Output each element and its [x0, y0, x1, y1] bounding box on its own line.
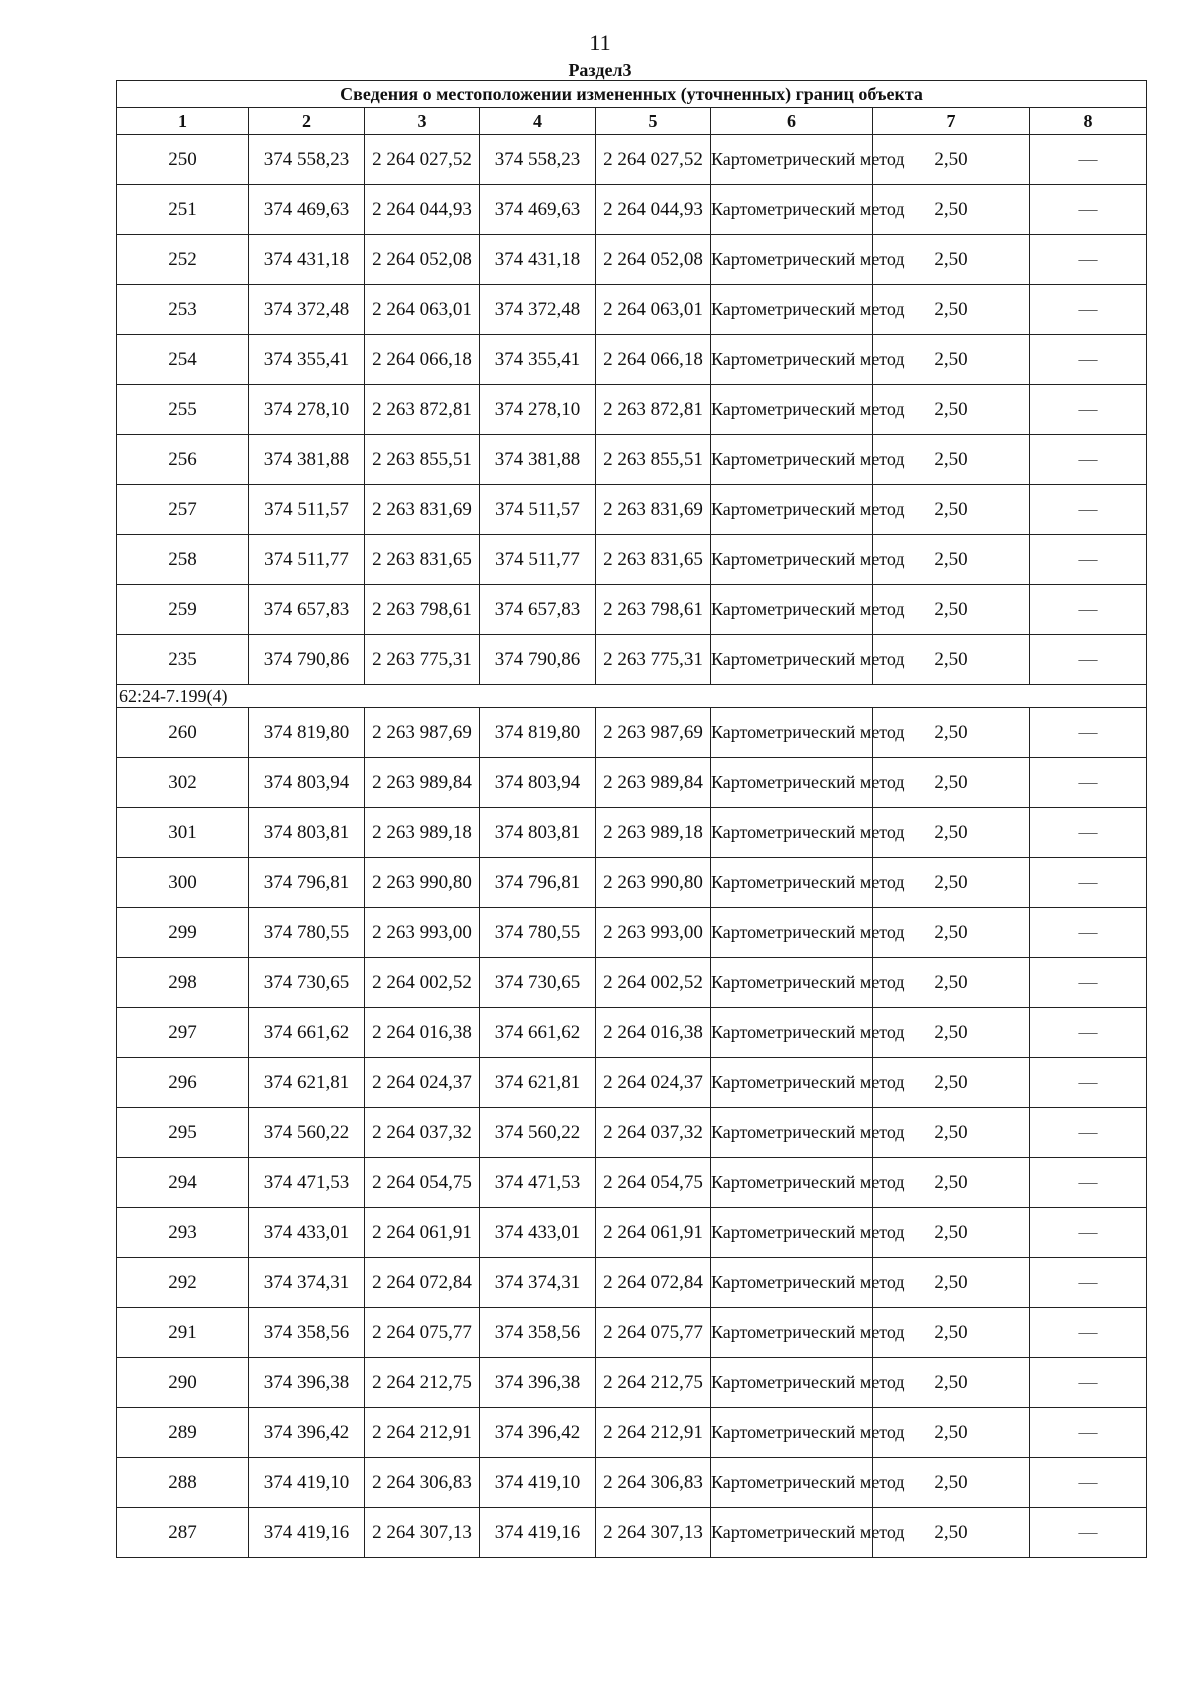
table-row [117, 908, 1147, 958]
x-existing-cell: 374 796,81 [249, 858, 365, 908]
method-cell: Картометрический метод [711, 585, 873, 635]
x-new-cell: 374 558,23 [480, 135, 596, 185]
x-existing-cell: 374 803,81 [249, 808, 365, 858]
point-number-cell: 260 [117, 708, 249, 758]
point-number-cell: 298 [117, 958, 249, 1008]
method-cell: Картометрический метод [711, 858, 873, 908]
point-number-cell: 288 [117, 1458, 249, 1508]
table-row [117, 1058, 1147, 1108]
method-cell: Картометрический метод [711, 385, 873, 435]
method-cell: Картометрический метод [711, 635, 873, 685]
accuracy-cell: 2,50 [873, 1308, 1030, 1358]
point-number-cell: 253 [117, 285, 249, 335]
x-new-cell: 374 372,48 [480, 285, 596, 335]
accuracy-cell: 2,50 [873, 1058, 1030, 1108]
table-row [117, 585, 1147, 635]
point-number-cell: 257 [117, 485, 249, 535]
point-number-cell: 287 [117, 1508, 249, 1558]
accuracy-cell: 2,50 [873, 1108, 1030, 1158]
description-cell: — [1030, 435, 1147, 485]
y-new-cell: 2 264 016,38 [596, 1008, 711, 1058]
x-new-cell: 374 433,01 [480, 1208, 596, 1258]
description-cell: — [1030, 858, 1147, 908]
point-number-cell: 294 [117, 1158, 249, 1208]
y-existing-cell: 2 263 831,65 [365, 535, 480, 585]
y-new-cell: 2 263 775,31 [596, 635, 711, 685]
y-new-cell: 2 263 855,51 [596, 435, 711, 485]
accuracy-cell: 2,50 [873, 758, 1030, 808]
point-number-cell: 259 [117, 585, 249, 635]
y-existing-cell: 2 264 307,13 [365, 1508, 480, 1558]
table-row [117, 758, 1147, 808]
method-cell: Картометрический метод [711, 1258, 873, 1308]
table-row [117, 808, 1147, 858]
table-row [117, 1358, 1147, 1408]
y-new-cell: 2 264 037,32 [596, 1108, 711, 1158]
table-body [117, 135, 1147, 1558]
x-existing-cell: 374 419,16 [249, 1508, 365, 1558]
x-new-cell: 374 471,53 [480, 1158, 596, 1208]
y-existing-cell: 2 264 052,08 [365, 235, 480, 285]
description-cell: — [1030, 1008, 1147, 1058]
table-row [117, 285, 1147, 335]
table-row [117, 1208, 1147, 1258]
point-number-cell: 254 [117, 335, 249, 385]
x-existing-cell: 374 511,57 [249, 485, 365, 535]
x-existing-cell: 374 419,10 [249, 1458, 365, 1508]
y-existing-cell: 2 263 775,31 [365, 635, 480, 685]
description-cell: — [1030, 385, 1147, 435]
method-cell: Картометрический метод [711, 1508, 873, 1558]
x-new-cell: 374 419,10 [480, 1458, 596, 1508]
y-new-cell: 2 264 002,52 [596, 958, 711, 1008]
method-cell: Картометрический метод [711, 1058, 873, 1108]
table-row [117, 1158, 1147, 1208]
y-existing-cell: 2 263 989,18 [365, 808, 480, 858]
y-new-cell: 2 263 872,81 [596, 385, 711, 435]
x-existing-cell: 374 558,23 [249, 135, 365, 185]
y-existing-cell: 2 263 990,80 [365, 858, 480, 908]
x-new-cell: 374 511,57 [480, 485, 596, 535]
x-existing-cell: 374 396,42 [249, 1408, 365, 1458]
accuracy-cell: 2,50 [873, 485, 1030, 535]
accuracy-cell: 2,50 [873, 1208, 1030, 1258]
table-row [117, 535, 1147, 585]
x-new-cell: 374 469,63 [480, 185, 596, 235]
method-cell: Картометрический метод [711, 908, 873, 958]
point-number-cell: 250 [117, 135, 249, 185]
x-new-cell: 374 278,10 [480, 385, 596, 435]
y-new-cell: 2 264 027,52 [596, 135, 711, 185]
y-existing-cell: 2 263 831,69 [365, 485, 480, 535]
y-existing-cell: 2 264 061,91 [365, 1208, 480, 1258]
x-new-cell: 374 396,38 [480, 1358, 596, 1408]
x-new-cell: 374 511,77 [480, 535, 596, 585]
y-new-cell: 2 264 072,84 [596, 1258, 711, 1308]
accuracy-cell: 2,50 [873, 635, 1030, 685]
accuracy-cell: 2,50 [873, 908, 1030, 958]
method-cell: Картометрический метод [711, 1008, 873, 1058]
method-cell: Картометрический метод [711, 535, 873, 585]
point-number-cell: 235 [117, 635, 249, 685]
accuracy-cell: 2,50 [873, 1158, 1030, 1208]
y-existing-cell: 2 264 027,52 [365, 135, 480, 185]
page-number: 11 [589, 30, 611, 55]
x-existing-cell: 374 355,41 [249, 335, 365, 385]
y-existing-cell: 2 263 872,81 [365, 385, 480, 435]
y-existing-cell: 2 264 016,38 [365, 1008, 480, 1058]
coordinates-table [116, 80, 1147, 1558]
y-new-cell: 2 264 063,01 [596, 285, 711, 335]
accuracy-cell: 2,50 [873, 435, 1030, 485]
table-row [117, 385, 1147, 435]
table-row [117, 185, 1147, 235]
y-new-cell: 2 263 990,80 [596, 858, 711, 908]
accuracy-cell: 2,50 [873, 1358, 1030, 1408]
x-existing-cell: 374 730,65 [249, 958, 365, 1008]
y-new-cell: 2 263 798,61 [596, 585, 711, 635]
point-number-cell: 301 [117, 808, 249, 858]
x-new-cell: 374 661,62 [480, 1008, 596, 1058]
column-number-row [117, 108, 1147, 135]
method-cell: Картометрический метод [711, 808, 873, 858]
x-existing-cell: 374 278,10 [249, 385, 365, 435]
y-new-cell: 2 264 061,91 [596, 1208, 711, 1258]
description-cell: — [1030, 958, 1147, 1008]
y-existing-cell: 2 263 993,00 [365, 908, 480, 958]
description-cell: — [1030, 635, 1147, 685]
y-new-cell: 2 264 075,77 [596, 1308, 711, 1358]
point-number-cell: 255 [117, 385, 249, 435]
table-row [117, 1458, 1147, 1508]
subsection-label: 62:24-7.199(4) [117, 685, 1147, 708]
point-number-cell: 292 [117, 1258, 249, 1308]
y-existing-cell: 2 264 072,84 [365, 1258, 480, 1308]
column-number: 4 [480, 108, 596, 135]
accuracy-cell: 2,50 [873, 385, 1030, 435]
y-existing-cell: 2 264 037,32 [365, 1108, 480, 1158]
description-cell: — [1030, 285, 1147, 335]
x-existing-cell: 374 560,22 [249, 1108, 365, 1158]
x-existing-cell: 374 396,38 [249, 1358, 365, 1408]
y-new-cell: 2 264 024,37 [596, 1058, 711, 1108]
table-row [117, 858, 1147, 908]
point-number-cell: 258 [117, 535, 249, 585]
description-cell: — [1030, 235, 1147, 285]
y-existing-cell: 2 264 212,91 [365, 1408, 480, 1458]
accuracy-cell: 2,50 [873, 858, 1030, 908]
accuracy-cell: 2,50 [873, 285, 1030, 335]
method-cell: Картометрический метод [711, 1108, 873, 1158]
x-existing-cell: 374 511,77 [249, 535, 365, 585]
x-new-cell: 374 381,88 [480, 435, 596, 485]
x-existing-cell: 374 358,56 [249, 1308, 365, 1358]
accuracy-cell: 2,50 [873, 585, 1030, 635]
accuracy-cell: 2,50 [873, 1408, 1030, 1458]
method-cell: Картометрический метод [711, 185, 873, 235]
column-number: 7 [873, 108, 1030, 135]
description-cell: — [1030, 1208, 1147, 1258]
x-new-cell: 374 621,81 [480, 1058, 596, 1108]
method-cell: Картометрический метод [711, 1408, 873, 1458]
method-cell: Картометрический метод [711, 1158, 873, 1208]
x-new-cell: 374 730,65 [480, 958, 596, 1008]
y-existing-cell: 2 264 066,18 [365, 335, 480, 385]
x-new-cell: 374 780,55 [480, 908, 596, 958]
point-number-cell: 251 [117, 185, 249, 235]
point-number-cell: 290 [117, 1358, 249, 1408]
y-existing-cell: 2 263 989,84 [365, 758, 480, 808]
y-new-cell: 2 264 306,83 [596, 1458, 711, 1508]
y-new-cell: 2 263 989,18 [596, 808, 711, 858]
y-new-cell: 2 264 212,91 [596, 1408, 711, 1458]
accuracy-cell: 2,50 [873, 235, 1030, 285]
x-new-cell: 374 796,81 [480, 858, 596, 908]
description-cell: — [1030, 908, 1147, 958]
table-row [117, 635, 1147, 685]
description-cell: — [1030, 1158, 1147, 1208]
accuracy-cell: 2,50 [873, 335, 1030, 385]
method-cell: Картометрический метод [711, 1208, 873, 1258]
accuracy-cell: 2,50 [873, 135, 1030, 185]
description-cell: — [1030, 585, 1147, 635]
description-cell: — [1030, 1458, 1147, 1508]
method-cell: Картометрический метод [711, 335, 873, 385]
table-row [117, 1308, 1147, 1358]
x-new-cell: 374 803,81 [480, 808, 596, 858]
x-existing-cell: 374 657,83 [249, 585, 365, 635]
table-title: Сведения о местоположении измененных (уточненных) границ объекта [117, 81, 1147, 108]
y-existing-cell: 2 264 306,83 [365, 1458, 480, 1508]
description-cell: — [1030, 808, 1147, 858]
accuracy-cell: 2,50 [873, 1008, 1030, 1058]
y-existing-cell: 2 263 855,51 [365, 435, 480, 485]
description-cell: — [1030, 1108, 1147, 1158]
description-cell: — [1030, 1308, 1147, 1358]
method-cell: Картометрический метод [711, 1458, 873, 1508]
x-existing-cell: 374 471,53 [249, 1158, 365, 1208]
y-new-cell: 2 263 987,69 [596, 708, 711, 758]
y-new-cell: 2 263 989,84 [596, 758, 711, 808]
column-number: 2 [249, 108, 365, 135]
y-existing-cell: 2 264 044,93 [365, 185, 480, 235]
section-title: Раздел3 [568, 60, 632, 80]
point-number-cell: 302 [117, 758, 249, 808]
method-cell: Картометрический метод [711, 708, 873, 758]
y-new-cell: 2 264 052,08 [596, 235, 711, 285]
table-row [117, 435, 1147, 485]
point-number-cell: 296 [117, 1058, 249, 1108]
table-row [117, 708, 1147, 758]
accuracy-cell: 2,50 [873, 1258, 1030, 1308]
method-cell: Картометрический метод [711, 485, 873, 535]
subsection-row [117, 685, 1147, 708]
point-number-cell: 291 [117, 1308, 249, 1358]
x-new-cell: 374 396,42 [480, 1408, 596, 1458]
table-row [117, 135, 1147, 185]
y-existing-cell: 2 264 063,01 [365, 285, 480, 335]
x-existing-cell: 374 381,88 [249, 435, 365, 485]
point-number-cell: 299 [117, 908, 249, 958]
accuracy-cell: 2,50 [873, 1458, 1030, 1508]
x-existing-cell: 374 433,01 [249, 1208, 365, 1258]
table-row [117, 1108, 1147, 1158]
x-new-cell: 374 819,80 [480, 708, 596, 758]
x-existing-cell: 374 661,62 [249, 1008, 365, 1058]
method-cell: Картометрический метод [711, 435, 873, 485]
x-new-cell: 374 803,94 [480, 758, 596, 808]
table-row [117, 958, 1147, 1008]
x-existing-cell: 374 780,55 [249, 908, 365, 958]
method-cell: Картометрический метод [711, 758, 873, 808]
y-existing-cell: 2 263 987,69 [365, 708, 480, 758]
column-number: 8 [1030, 108, 1147, 135]
x-new-cell: 374 374,31 [480, 1258, 596, 1308]
y-new-cell: 2 264 054,75 [596, 1158, 711, 1208]
description-cell: — [1030, 708, 1147, 758]
accuracy-cell: 2,50 [873, 708, 1030, 758]
description-cell: — [1030, 135, 1147, 185]
method-cell: Картометрический метод [711, 285, 873, 335]
column-number: 1 [117, 108, 249, 135]
description-cell: — [1030, 535, 1147, 585]
accuracy-cell: 2,50 [873, 1508, 1030, 1558]
x-existing-cell: 374 469,63 [249, 185, 365, 235]
y-new-cell: 2 264 212,75 [596, 1358, 711, 1408]
description-cell: — [1030, 335, 1147, 385]
y-new-cell: 2 263 831,69 [596, 485, 711, 535]
x-existing-cell: 374 372,48 [249, 285, 365, 335]
table-row [117, 485, 1147, 535]
y-existing-cell: 2 264 075,77 [365, 1308, 480, 1358]
point-number-cell: 289 [117, 1408, 249, 1458]
accuracy-cell: 2,50 [873, 185, 1030, 235]
point-number-cell: 252 [117, 235, 249, 285]
x-existing-cell: 374 790,86 [249, 635, 365, 685]
x-new-cell: 374 560,22 [480, 1108, 596, 1158]
y-new-cell: 2 263 831,65 [596, 535, 711, 585]
y-new-cell: 2 264 066,18 [596, 335, 711, 385]
accuracy-cell: 2,50 [873, 958, 1030, 1008]
description-cell: — [1030, 1058, 1147, 1108]
point-number-cell: 256 [117, 435, 249, 485]
x-new-cell: 374 790,86 [480, 635, 596, 685]
x-existing-cell: 374 803,94 [249, 758, 365, 808]
method-cell: Картометрический метод [711, 1308, 873, 1358]
method-cell: Картометрический метод [711, 958, 873, 1008]
x-existing-cell: 374 374,31 [249, 1258, 365, 1308]
accuracy-cell: 2,50 [873, 808, 1030, 858]
point-number-cell: 293 [117, 1208, 249, 1258]
table-row [117, 1008, 1147, 1058]
x-new-cell: 374 355,41 [480, 335, 596, 385]
description-cell: — [1030, 758, 1147, 808]
table-row [117, 1408, 1147, 1458]
x-existing-cell: 374 621,81 [249, 1058, 365, 1108]
point-number-cell: 297 [117, 1008, 249, 1058]
description-cell: — [1030, 185, 1147, 235]
table-row [117, 1508, 1147, 1558]
point-number-cell: 295 [117, 1108, 249, 1158]
x-new-cell: 374 419,16 [480, 1508, 596, 1558]
x-existing-cell: 374 431,18 [249, 235, 365, 285]
method-cell: Картометрический метод [711, 235, 873, 285]
table-row [117, 1258, 1147, 1308]
method-cell: Картометрический метод [711, 1358, 873, 1408]
point-number-cell: 300 [117, 858, 249, 908]
table-row [117, 335, 1147, 385]
accuracy-cell: 2,50 [873, 535, 1030, 585]
y-existing-cell: 2 264 054,75 [365, 1158, 480, 1208]
x-existing-cell: 374 819,80 [249, 708, 365, 758]
method-cell: Картометрический метод [711, 135, 873, 185]
y-existing-cell: 2 264 002,52 [365, 958, 480, 1008]
table-row [117, 235, 1147, 285]
y-existing-cell: 2 263 798,61 [365, 585, 480, 635]
y-existing-cell: 2 264 024,37 [365, 1058, 480, 1108]
y-new-cell: 2 263 993,00 [596, 908, 711, 958]
column-number: 3 [365, 108, 480, 135]
description-cell: — [1030, 1408, 1147, 1458]
y-new-cell: 2 264 044,93 [596, 185, 711, 235]
y-new-cell: 2 264 307,13 [596, 1508, 711, 1558]
y-existing-cell: 2 264 212,75 [365, 1358, 480, 1408]
description-cell: — [1030, 1358, 1147, 1408]
x-new-cell: 374 431,18 [480, 235, 596, 285]
description-cell: — [1030, 1258, 1147, 1308]
description-cell: — [1030, 1508, 1147, 1558]
column-number: 6 [711, 108, 873, 135]
x-new-cell: 374 657,83 [480, 585, 596, 635]
description-cell: — [1030, 485, 1147, 535]
column-number: 5 [596, 108, 711, 135]
x-new-cell: 374 358,56 [480, 1308, 596, 1358]
